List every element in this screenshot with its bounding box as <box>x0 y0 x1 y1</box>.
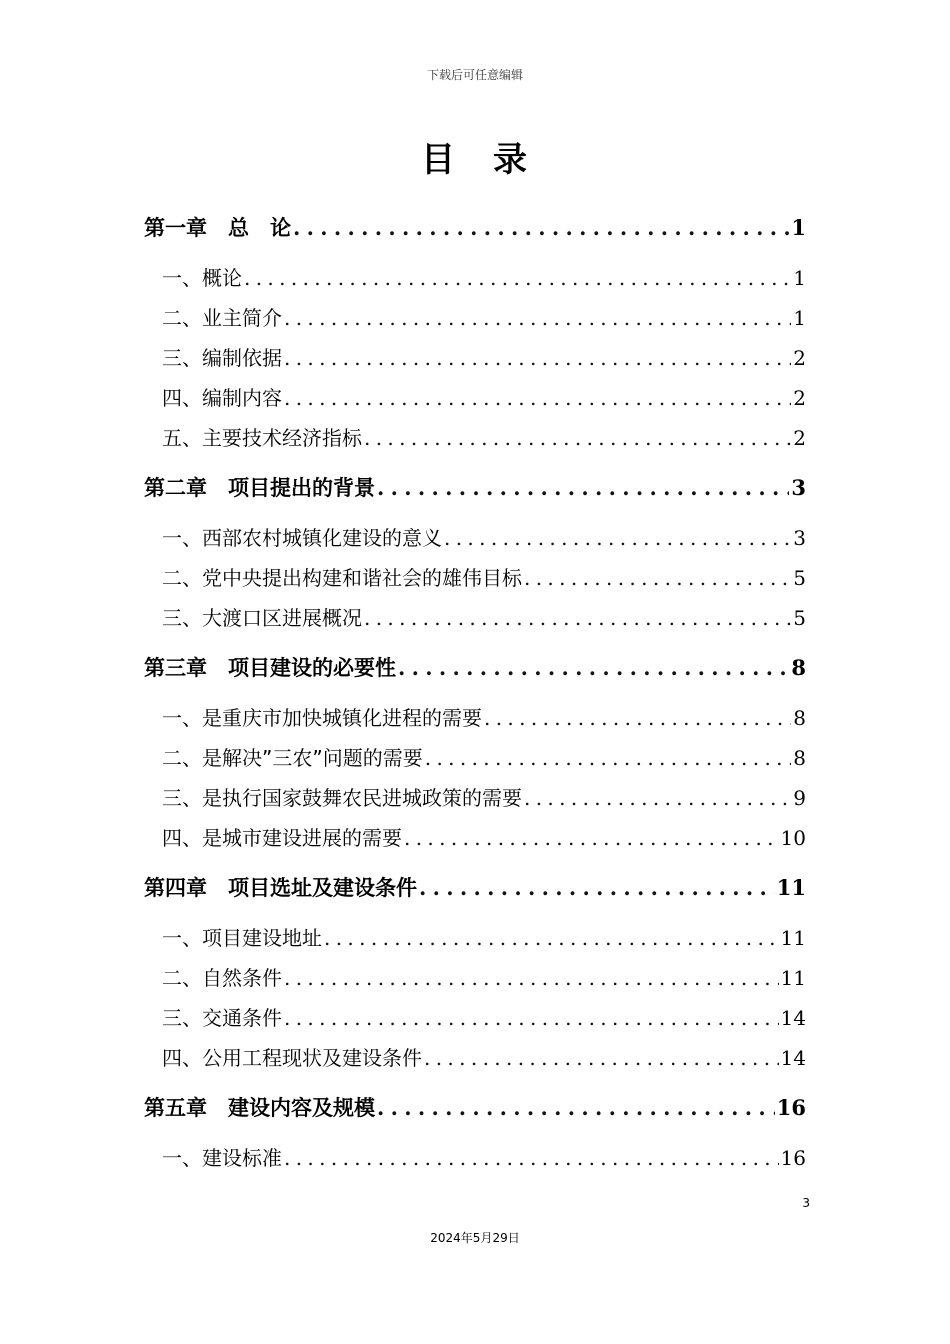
toc-dot-leader <box>419 875 775 900</box>
toc-entry-label: 二、党中央提出构建和谐社会的雄伟目标 <box>162 566 522 590</box>
toc-dot-leader <box>284 386 791 410</box>
toc-entry-page: 11 <box>780 966 806 990</box>
toc-entry-page: 16 <box>776 1095 806 1120</box>
toc-section-entry <box>162 522 806 551</box>
toc-section-entry <box>162 1002 806 1031</box>
toc-dot-leader <box>484 706 791 730</box>
toc-dot-leader <box>398 655 789 680</box>
toc-entry-page: 5 <box>793 566 806 590</box>
toc-section-entry <box>162 382 806 411</box>
toc-entry-label: 一、西部农村城镇化建设的意义 <box>162 526 442 550</box>
toc-section-entry <box>162 742 806 771</box>
toc-entry-label: 三、交通条件 <box>162 1006 282 1030</box>
toc-section-entry <box>162 262 806 291</box>
header-note: 下载后可任意编辑 <box>426 68 523 82</box>
toc-section-entry <box>162 342 806 371</box>
toc-dot-leader <box>284 1006 779 1030</box>
toc-entry-page: 2 <box>793 346 806 370</box>
toc-entry-label: 一、是重庆市加快城镇化进程的需要 <box>162 706 482 730</box>
toc-entry-page: 5 <box>793 606 806 630</box>
toc-section-entry <box>162 822 806 851</box>
toc-entry-page: 8 <box>793 746 806 770</box>
toc-section-entry <box>162 702 806 731</box>
toc-entry-label: 二、是解决”三农”问题的需要 <box>162 746 423 770</box>
toc-section-entry <box>162 602 806 631</box>
toc-entry-label: 一、概论 <box>162 266 242 290</box>
toc-dot-leader <box>284 966 779 990</box>
toc-dot-leader <box>444 526 791 550</box>
toc-entry-page: 9 <box>793 786 806 810</box>
toc-dot-leader <box>524 786 791 810</box>
toc-entry-label: 第二章 项目提出的背景 <box>144 476 375 500</box>
toc-section-entry <box>162 422 806 451</box>
toc-section-entry <box>162 922 806 951</box>
toc-entry-page: 3 <box>793 526 806 550</box>
toc-entry-page: 1 <box>791 215 806 240</box>
toc-entry-label: 四、公用工程现状及建设条件 <box>162 1046 422 1070</box>
toc-dot-leader <box>284 306 791 330</box>
toc-dot-leader <box>364 606 791 630</box>
toc-entry-label: 二、业主简介 <box>162 306 282 330</box>
toc-dot-leader <box>424 1046 779 1070</box>
toc-entry-page: 1 <box>793 266 806 290</box>
toc-dot-leader <box>244 266 791 290</box>
toc-chapter-entry <box>144 872 806 902</box>
toc-dot-leader <box>425 746 792 770</box>
toc-chapter-entry <box>144 1092 806 1122</box>
toc-entry-label: 第四章 项目选址及建设条件 <box>144 876 417 900</box>
toc-entry-page: 10 <box>780 826 806 850</box>
toc-entry-label: 四、是城市建设进展的需要 <box>162 826 402 850</box>
toc-entry-label: 三、大渡口区进展概况 <box>162 606 362 630</box>
toc-dot-leader <box>404 826 779 850</box>
toc-entry-page: 3 <box>791 475 806 500</box>
toc-entry-page: 11 <box>776 875 806 900</box>
toc-section-entry <box>162 1042 806 1071</box>
toc-entry-label: 五、主要技术经济指标 <box>162 426 362 450</box>
toc-dot-leader <box>284 346 791 370</box>
toc-entry-label: 第三章 项目建设的必要性 <box>144 656 396 680</box>
toc-section-entry <box>162 562 806 591</box>
toc-dot-leader <box>324 926 779 950</box>
footer-date: 2024年5月29日 <box>430 1231 520 1245</box>
toc-entry-page: 2 <box>793 386 806 410</box>
toc-dot-leader <box>524 566 791 590</box>
toc-section-entry <box>162 302 806 331</box>
toc-dot-leader <box>293 215 789 240</box>
toc-chapter-entry <box>144 212 806 242</box>
toc-dot-leader <box>377 475 789 500</box>
toc-entry-page: 1 <box>793 306 806 330</box>
toc-chapter-entry <box>144 652 806 682</box>
toc-entry-label: 第一章 总 论 <box>144 216 291 240</box>
page-number: 3 <box>802 1196 810 1210</box>
toc-entry-page: 16 <box>780 1146 806 1170</box>
toc-dot-leader <box>377 1095 775 1120</box>
toc-entry-page: 8 <box>791 655 806 680</box>
toc-entry-label: 三、编制依据 <box>162 346 282 370</box>
toc-entry-page: 11 <box>780 926 806 950</box>
toc-entry-label: 一、项目建设地址 <box>162 926 322 950</box>
toc-entry-page: 14 <box>780 1006 806 1030</box>
toc-dot-leader <box>364 426 791 450</box>
toc-entry-page: 14 <box>780 1046 806 1070</box>
toc-section-entry <box>162 1142 806 1171</box>
toc-dot-leader <box>284 1146 779 1170</box>
toc-entry-label: 二、自然条件 <box>162 966 282 990</box>
toc-section-entry <box>162 782 806 811</box>
toc-entry-label: 一、建设标准 <box>162 1146 282 1170</box>
toc-entry-page: 8 <box>793 706 806 730</box>
toc-entry-page: 2 <box>793 426 806 450</box>
toc-title: 目 录 <box>421 140 529 180</box>
toc-section-entry <box>162 962 806 991</box>
toc-entry-label: 三、是执行国家鼓舞农民进城政策的需要 <box>162 786 522 810</box>
toc-entry-label: 第五章 建设内容及规模 <box>144 1096 375 1120</box>
toc-entry-label: 四、编制内容 <box>162 386 282 410</box>
toc-chapter-entry <box>144 472 806 502</box>
